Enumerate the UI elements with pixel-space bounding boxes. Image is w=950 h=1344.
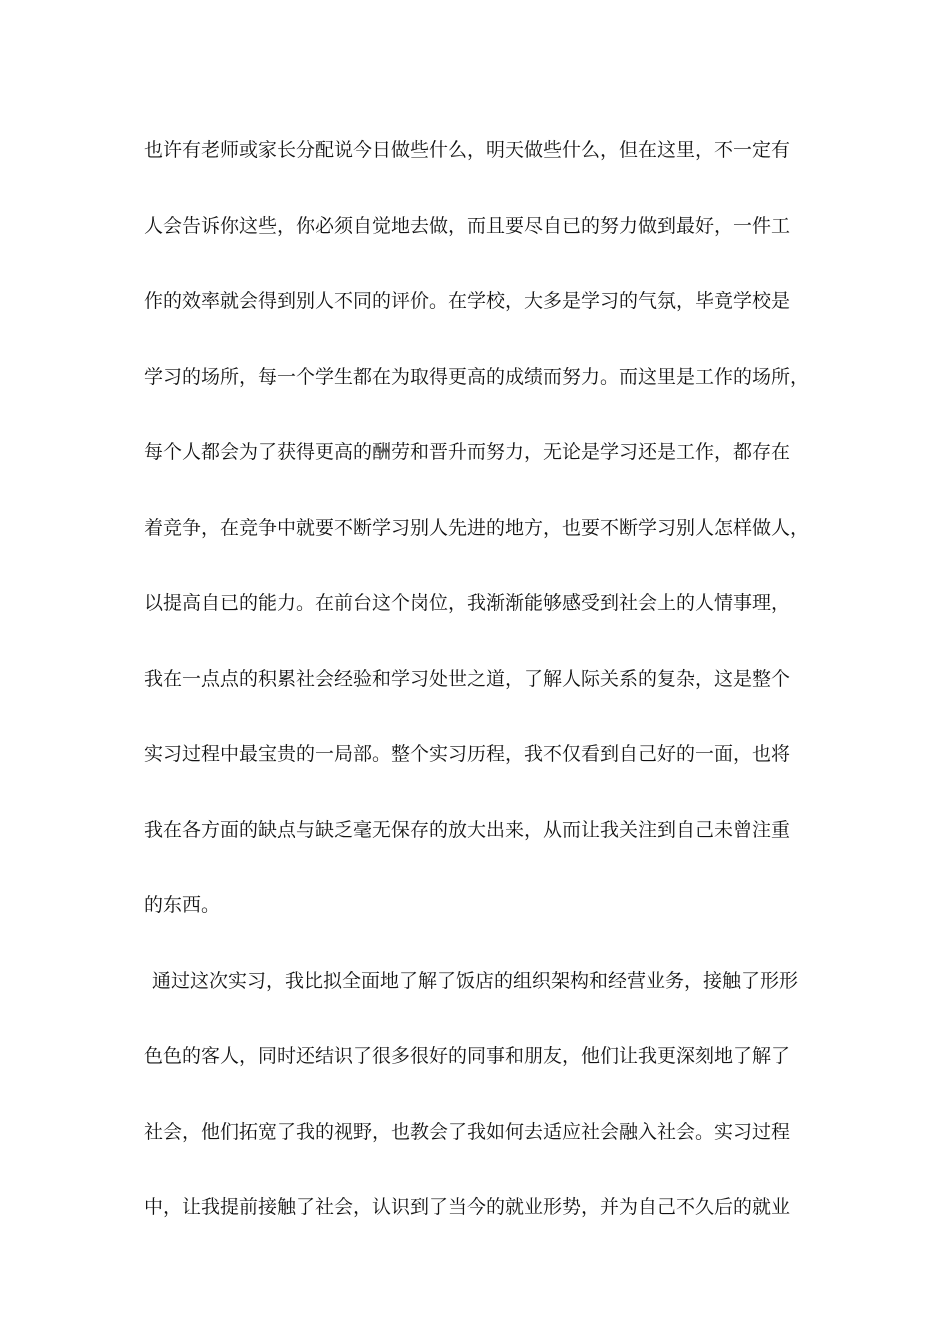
text-line: 学习的场所，每一个学生都在为取得更高的成绩而努力。而这里是工作的场所， xyxy=(144,365,810,388)
text-line: 也许有老师或家长分配说今日做些什么，明天做些什么，但在这里，不一定有 xyxy=(144,139,791,161)
paragraph-start-line: 通过这次实习，我比拟全面地了解了饭店的组织架构和经营业务，接触了形形 xyxy=(152,969,799,992)
text-line: 实习过程中最宝贵的一局部。整个实习历程，我不仅看到自己好的一面，也将 xyxy=(144,743,791,765)
text-line: 我在各方面的缺点与缺乏毫无保存的放大出来，从而让我关注到自己未曾注重 xyxy=(144,818,791,841)
text-line: 社会，他们拓宽了我的视野，也教会了我如何去适应社会融入社会。实习过程 xyxy=(144,1120,791,1143)
text-line: 以提高自已的能力。在前台这个岗位，我渐渐能够感受到社会上的人情事理， xyxy=(144,592,791,614)
text-line: 着竞争，在竞争中就要不断学习别人先进的地方，也要不断学习别人怎样做人， xyxy=(144,516,810,539)
text-line: 我在一点点的积累社会经验和学习处世之道，了解人际关系的复杂，这是整个 xyxy=(144,667,791,690)
text-line: 的东西。 xyxy=(144,894,221,916)
text-line: 人会告诉你这些，你必须自觉地去做，而且要尽自已的努力做到最好，一件工 xyxy=(144,214,791,237)
text-line: 作的效率就会得到别人不同的评价。在学校，大多是学习的气氛，毕竟学校是 xyxy=(144,290,791,312)
body-text xyxy=(144,131,824,1264)
text-line: 色色的客人，同时还结识了很多很好的同事和朋友，他们让我更深刻地了解了 xyxy=(144,1045,791,1067)
text-line: 每个人都会为了获得更高的酬劳和晋升而努力，无论是学习还是工作，都存在 xyxy=(144,441,791,463)
text-line: 中，让我提前接触了社会，认识到了当今的就业形势，并为自己不久后的就业 xyxy=(144,1196,791,1218)
